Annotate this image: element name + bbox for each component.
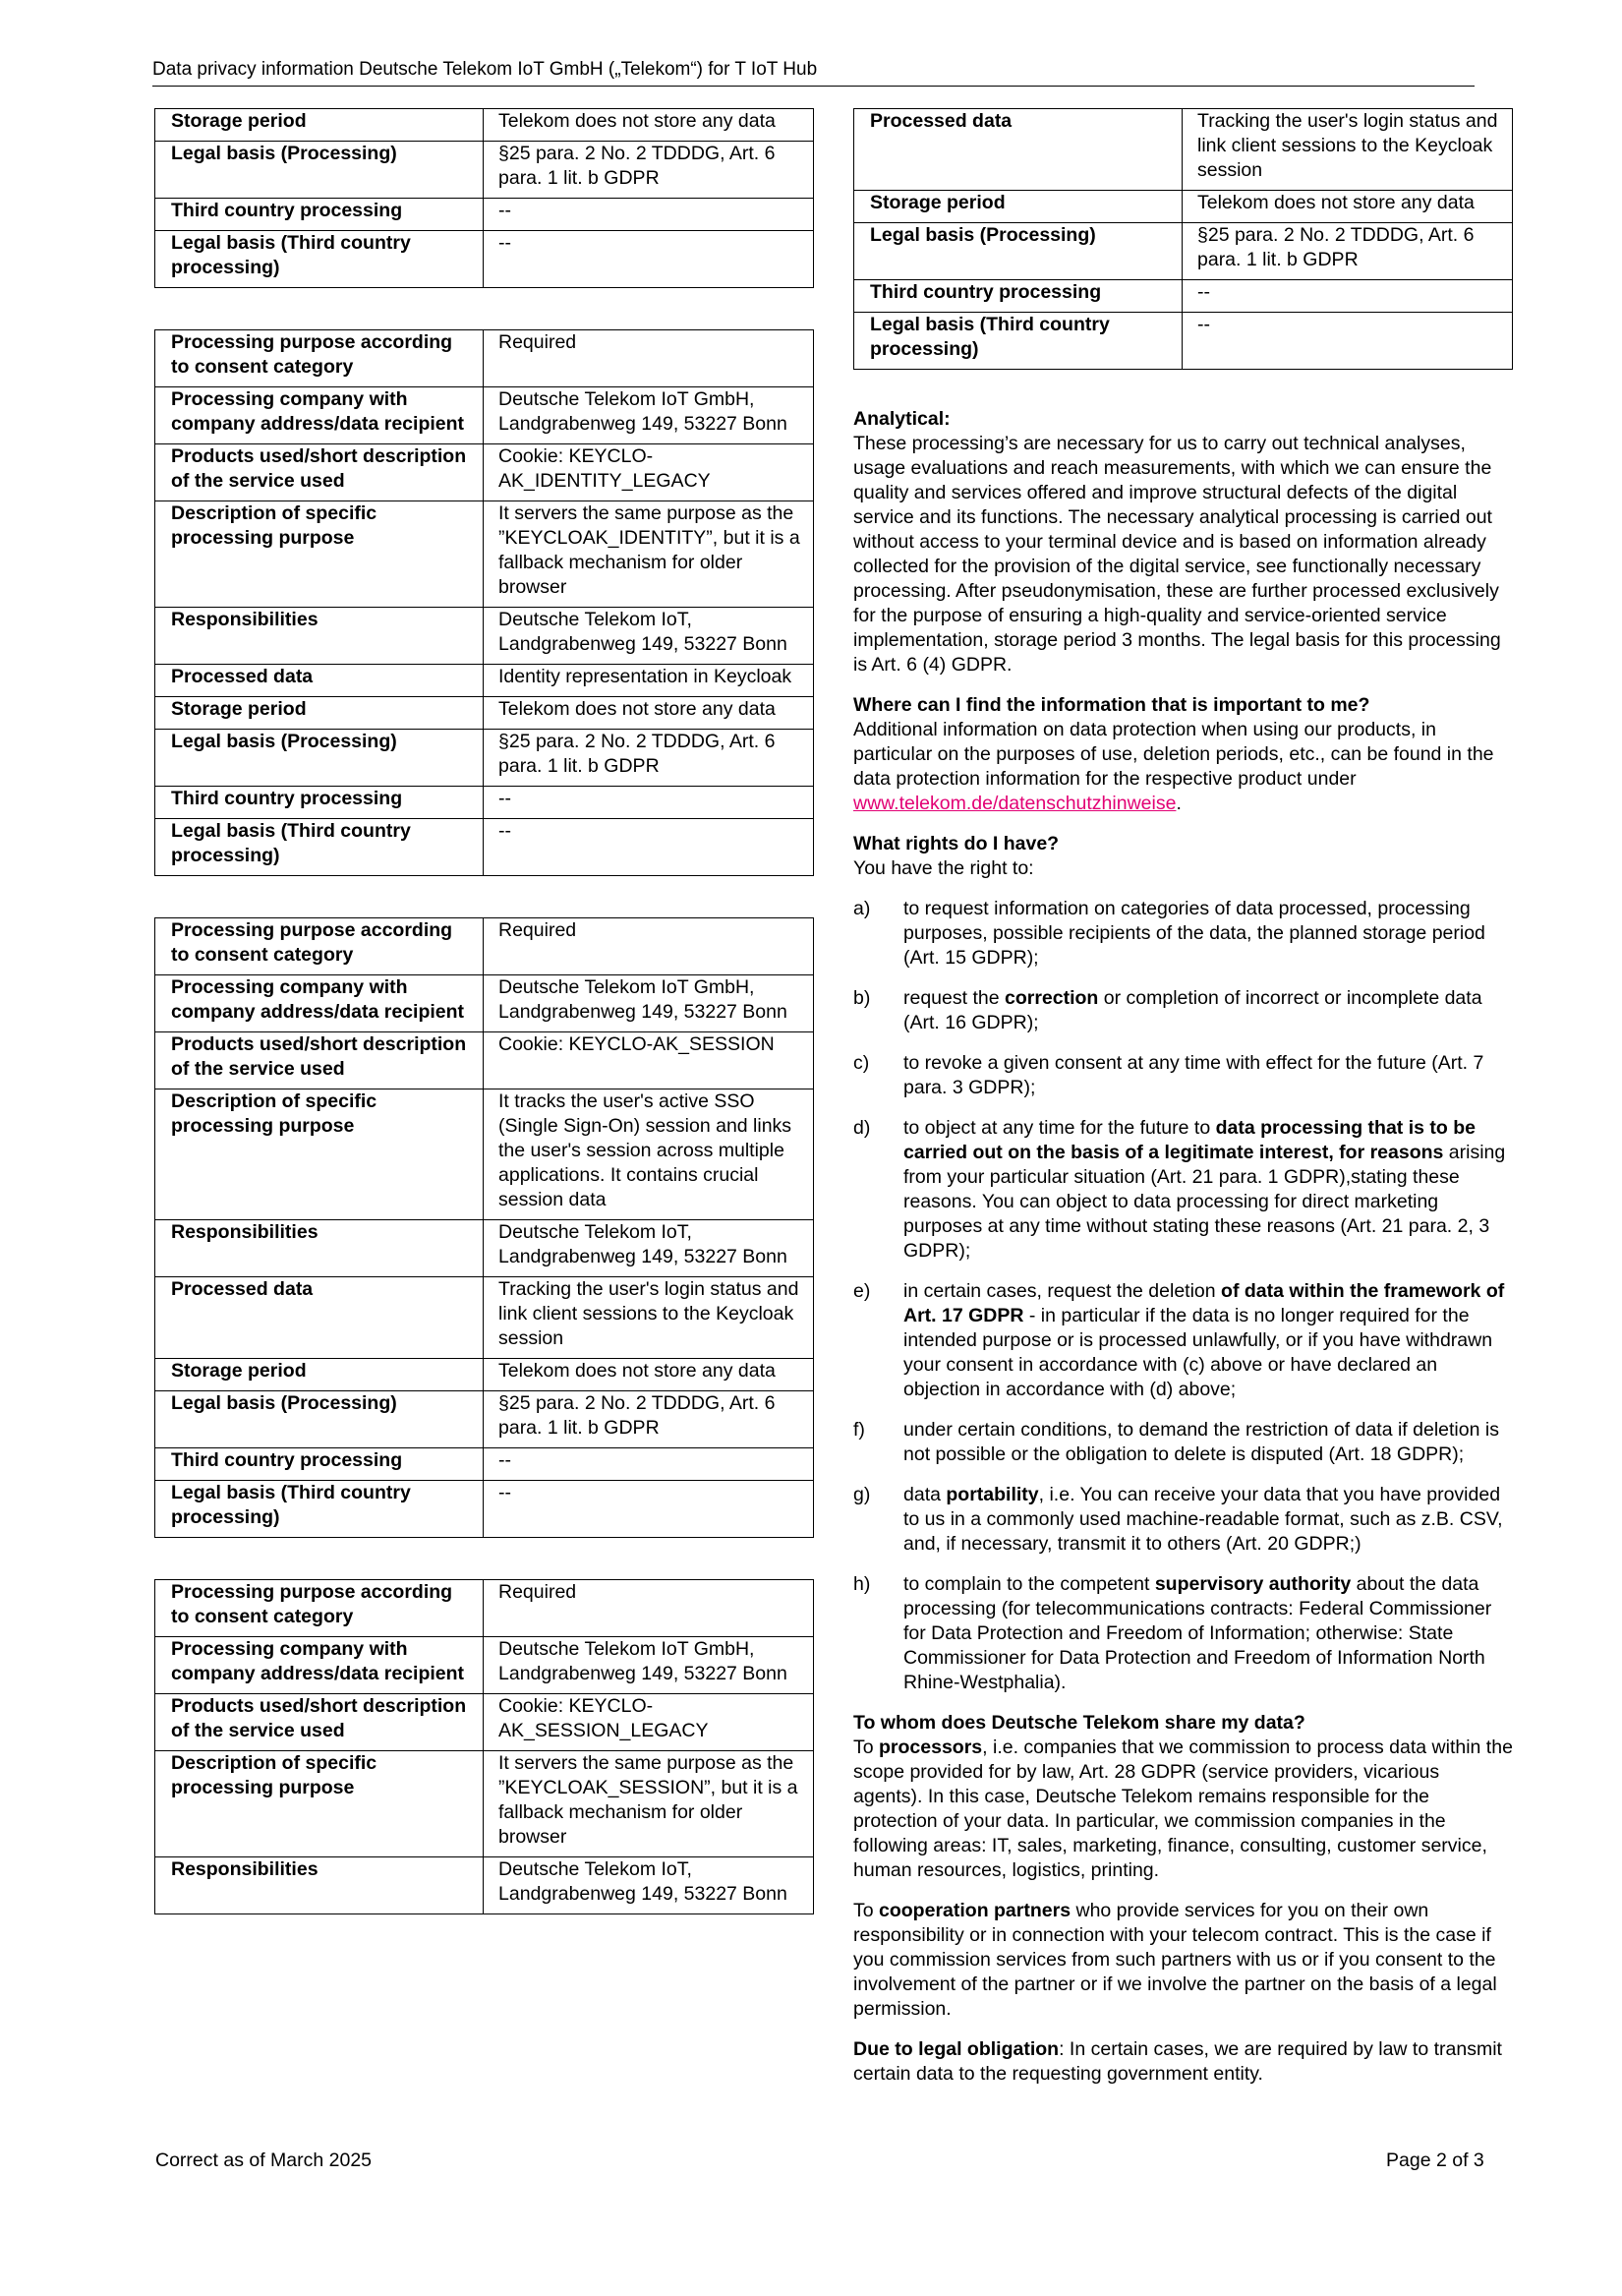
field-value: Telekom does not store any data xyxy=(484,109,814,142)
share-section xyxy=(853,1711,1513,2087)
table-row xyxy=(155,819,814,876)
table-row xyxy=(854,313,1513,370)
rights-item-letter: a) xyxy=(853,898,871,919)
text-run: data xyxy=(903,1484,947,1505)
table-row xyxy=(155,1277,814,1359)
field-label: Third country processing xyxy=(854,280,1183,313)
text-run: : In certain cases, we are required by law to transmit certain data to the requesting government entity. xyxy=(853,2038,1502,2085)
field-value: §25 para. 2 No. 2 TDDDG, Art. 6 para. 1 lit. b GDPR xyxy=(484,142,814,199)
table-row xyxy=(155,231,814,288)
bold-text: correction xyxy=(1004,987,1099,1009)
table-row xyxy=(155,387,814,444)
bold-text: cooperation partners xyxy=(879,1900,1072,1921)
bold-text: data processing that is to be carried out on the basis of a legitimate interest, for reasons xyxy=(903,1117,1476,1163)
text-run: to complain to the competent xyxy=(903,1573,1155,1595)
field-label: Processing company with company address/data recipient xyxy=(155,1637,484,1694)
field-label: Processing company with company address/data recipient xyxy=(155,975,484,1032)
table-row xyxy=(155,1032,814,1089)
field-value: Deutsche Telekom IoT, Landgrabenweg 149, 53227 Bonn xyxy=(484,1220,814,1277)
field-label: Storage period xyxy=(155,697,484,730)
right-column xyxy=(853,108,1513,2102)
table-row xyxy=(155,787,814,819)
field-value: §25 para. 2 No. 2 TDDDG, Art. 6 para. 1 lit. b GDPR xyxy=(1183,223,1513,280)
field-value: Telekom does not store any data xyxy=(484,1359,814,1391)
field-value: -- xyxy=(484,231,814,288)
find-info-body: Additional information on data protection when using our products, in particular on the purposes of use, deletion periods, etc., can be found in the data protection information for the respective product under xyxy=(853,719,1494,790)
page-number: Page 2 of 3 xyxy=(1386,2149,1484,2171)
text-run: - in particular if the data is no longer required for the intended purpose or is processed unlawfully, or if you have withdrawn your consent in accordance with (c) above or have declared an objection in accordance with (d) above; xyxy=(903,1305,1493,1400)
table-row xyxy=(155,1580,814,1637)
bold-text: Due to legal obligation xyxy=(853,2038,1060,2060)
table-row xyxy=(854,223,1513,280)
rights-title: What rights do I have? xyxy=(853,833,1060,854)
field-label: Storage period xyxy=(155,109,484,142)
text-run: arising from your particular situation (Art. 21 para. 1 GDPR),stating these reasons. You can object to data processing for direct marketing purposes at any time without stating these reasons (Art. 21 para. 2, 3 GDPR); xyxy=(903,1142,1506,1262)
table-row xyxy=(155,1481,814,1538)
field-label: Processing company with company address/data recipient xyxy=(155,387,484,444)
bold-text: portability xyxy=(946,1484,1039,1505)
rights-item-letter: h) xyxy=(853,1573,871,1595)
table-row xyxy=(854,191,1513,223)
field-label: Description of specific processing purpose xyxy=(155,1751,484,1857)
field-label: Processing purpose according to consent category xyxy=(155,1580,484,1637)
share-paragraph xyxy=(853,2037,1513,2087)
field-label: Responsibilities xyxy=(155,608,484,665)
field-value: -- xyxy=(484,819,814,876)
table-row xyxy=(155,1089,814,1220)
field-value: Deutsche Telekom IoT GmbH, Landgrabenweg 149, 53227 Bonn xyxy=(484,387,814,444)
table-row xyxy=(155,330,814,387)
field-value: Identity representation in Keycloak xyxy=(484,665,814,697)
field-label: Legal basis (Third country processing) xyxy=(155,819,484,876)
table-row xyxy=(155,501,814,608)
field-value: -- xyxy=(484,1481,814,1538)
field-label: Products used/short description of the service used xyxy=(155,444,484,501)
processing-table-1 xyxy=(154,108,814,288)
table-row xyxy=(155,1359,814,1391)
analytical-title: Analytical: xyxy=(853,408,951,430)
field-label: Description of specific processing purpose xyxy=(155,501,484,608)
left-column xyxy=(154,108,814,1956)
rights-item xyxy=(853,897,1513,971)
field-value: Deutsche Telekom IoT GmbH, Landgrabenweg 149, 53227 Bonn xyxy=(484,1637,814,1694)
left-tables xyxy=(154,108,814,1914)
table-row xyxy=(155,608,814,665)
field-value: Required xyxy=(484,1580,814,1637)
find-info-section xyxy=(853,693,1513,816)
table-row xyxy=(854,109,1513,191)
right-table-container xyxy=(853,108,1513,370)
rights-item-letter: e) xyxy=(853,1280,871,1302)
text-run: about the data processing (for telecommunications contracts: Federal Commissioner for Data Protection and Freedom of Information; otherwise: State Commissioner for Data Protection and Freedom of Information North Rhine-Westphalia). xyxy=(903,1573,1492,1693)
field-value: Cookie: KEYCLO-AK_SESSION_LEGACY xyxy=(484,1694,814,1751)
table-row xyxy=(854,280,1513,313)
field-value: Deutsche Telekom IoT GmbH, Landgrabenweg 149, 53227 Bonn xyxy=(484,975,814,1032)
text-run: to request information on categories of data processed, processing purposes, possible recipients of the data, the planned storage period (Art. 15 GDPR); xyxy=(903,898,1485,969)
rights-item xyxy=(853,986,1513,1035)
table-row xyxy=(155,1751,814,1857)
table-row xyxy=(155,730,814,787)
field-value: Telekom does not store any data xyxy=(484,697,814,730)
field-value: Tracking the user's login status and link client sessions to the Keycloak session xyxy=(1183,109,1513,191)
text-run: request the xyxy=(903,987,1005,1009)
field-value: Cookie: KEYCLO-AK_IDENTITY_LEGACY xyxy=(484,444,814,501)
share-paragraph xyxy=(853,1736,1513,1883)
field-label: Legal basis (Third country processing) xyxy=(155,1481,484,1538)
field-value: It servers the same purpose as the ”KEYCLOAK_SESSION”, but it is a fallback mechanism for older browser xyxy=(484,1751,814,1857)
field-value: Tracking the user's login status and link client sessions to the Keycloak session xyxy=(484,1277,814,1359)
rights-item-letter: d) xyxy=(853,1117,871,1139)
field-label: Processed data xyxy=(155,665,484,697)
table-row xyxy=(155,1694,814,1751)
page-header: Data privacy information Deutsche Telekom IoT GmbH („Telekom“) for T IoT Hub xyxy=(152,57,1475,87)
processing-table-4 xyxy=(154,1579,814,1914)
field-label: Processed data xyxy=(854,109,1183,191)
field-label: Legal basis (Third country processing) xyxy=(155,231,484,288)
analytical-text: These processing’s are necessary for us to carry out technical analyses, usage evaluations and reach measurements, with which we can ensure the quality and services offered and improve structural defects of the digital service and its functions. The necessary analytical processing is carried out without access to your terminal device and is based on information already collected for the provision of the digital service, see functionally necessary processing. After pseudonymisation, these are further processed exclusively for the purpose of ensuring a high-quality and service-oriented service implementation, storage period 3 months. The legal basis for this processing is Art. 6 (4) GDPR. xyxy=(853,433,1501,676)
table-row xyxy=(155,142,814,199)
field-value: Required xyxy=(484,918,814,975)
find-info-text xyxy=(853,718,1513,816)
field-label: Third country processing xyxy=(155,1448,484,1481)
table-row xyxy=(155,665,814,697)
find-info-period: . xyxy=(1176,793,1182,814)
bold-text: supervisory authority xyxy=(1154,1573,1352,1595)
find-info-title: Where can I find the information that is important to me? xyxy=(853,694,1370,716)
processing-table-2 xyxy=(154,329,814,876)
processing-table-continued xyxy=(853,108,1513,370)
field-label: Legal basis (Processing) xyxy=(854,223,1183,280)
field-label: Third country processing xyxy=(155,199,484,231)
table-row xyxy=(155,1220,814,1277)
field-label: Storage period xyxy=(155,1359,484,1391)
field-label: Processing purpose according to consent category xyxy=(155,918,484,975)
field-value: Deutsche Telekom IoT, Landgrabenweg 149, 53227 Bonn xyxy=(484,1857,814,1914)
text-run: To xyxy=(853,1900,880,1921)
rights-item xyxy=(853,1279,1513,1402)
field-value: §25 para. 2 No. 2 TDDDG, Art. 6 para. 1 lit. b GDPR xyxy=(484,730,814,787)
footer-date: Correct as of March 2025 xyxy=(155,2149,373,2171)
field-value: -- xyxy=(484,1448,814,1481)
field-value: Telekom does not store any data xyxy=(1183,191,1513,223)
field-value: Cookie: KEYCLO-AK_SESSION xyxy=(484,1032,814,1089)
text-run: , i.e. You can receive your data that you have provided to us in a commonly used machine-readable format, such as z.B. CSV, and, if necessary, transmit it to others (Art. 20 GDPR;) xyxy=(903,1484,1503,1555)
rights-item-letter: g) xyxy=(853,1484,871,1505)
share-paragraph xyxy=(853,1899,1513,2022)
table-row xyxy=(155,199,814,231)
analytical-section xyxy=(853,407,1513,677)
field-value: -- xyxy=(1183,313,1513,370)
table-row xyxy=(155,918,814,975)
processing-table-3 xyxy=(154,917,814,1538)
field-value: -- xyxy=(484,787,814,819)
rights-intro: You have the right to: xyxy=(853,857,1034,879)
rights-item xyxy=(853,1418,1513,1467)
privacy-link[interactable]: www.telekom.de/datenschutzhinweise xyxy=(853,793,1177,814)
table-row xyxy=(155,444,814,501)
field-label: Products used/short description of the service used xyxy=(155,1032,484,1089)
field-value: It tracks the user's active SSO (Single Sign-On) session and links the user's session across multiple applications. It contains crucial session data xyxy=(484,1089,814,1220)
share-title: To whom does Deutsche Telekom share my data? xyxy=(853,1712,1305,1734)
table-row xyxy=(155,1857,814,1914)
table-row xyxy=(155,1637,814,1694)
field-label: Legal basis (Processing) xyxy=(155,142,484,199)
share-paragraphs xyxy=(853,1736,1513,2087)
text-run: under certain conditions, to demand the restriction of data if deletion is not possible or the obligation to delete is disputed (Art. 18 GDPR); xyxy=(903,1419,1499,1465)
field-label: Processed data xyxy=(155,1277,484,1359)
field-label: Responsibilities xyxy=(155,1857,484,1914)
field-value: Deutsche Telekom IoT, Landgrabenweg 149, 53227 Bonn xyxy=(484,608,814,665)
rights-section xyxy=(853,832,1513,1695)
field-value: Required xyxy=(484,330,814,387)
table-row xyxy=(155,1448,814,1481)
rights-item xyxy=(853,1572,1513,1695)
table-row xyxy=(155,109,814,142)
text-run: who provide services for you on their own responsibility or in connection with your telecom contract. This is the case if you commission services from such partners with us or if you consent to the involvement of the partner or if we involve the partner on the basis of a legal permission. xyxy=(853,1900,1497,2020)
text-run: To xyxy=(853,1737,880,1758)
field-label: Legal basis (Processing) xyxy=(155,730,484,787)
text-run: in certain cases, request the deletion xyxy=(903,1280,1222,1302)
field-value: -- xyxy=(1183,280,1513,313)
table-row xyxy=(155,697,814,730)
field-value: -- xyxy=(484,199,814,231)
field-label: Third country processing xyxy=(155,787,484,819)
rights-item xyxy=(853,1483,1513,1557)
field-label: Processing purpose according to consent category xyxy=(155,330,484,387)
rights-item-letter: b) xyxy=(853,987,871,1009)
text-run: or completion of incorrect or incomplete data (Art. 16 GDPR); xyxy=(903,987,1482,1033)
bold-text: processors xyxy=(879,1737,983,1758)
rights-item-letter: f) xyxy=(853,1419,865,1441)
field-label: Legal basis (Processing) xyxy=(155,1391,484,1448)
table-row xyxy=(155,975,814,1032)
text-run: to revoke a given consent at any time with effect for the future (Art. 7 para. 3 GDPR); xyxy=(903,1052,1484,1098)
table-row xyxy=(155,1391,814,1448)
field-value: §25 para. 2 No. 2 TDDDG, Art. 6 para. 1 lit. b GDPR xyxy=(484,1391,814,1448)
field-value: It servers the same purpose as the ”KEYCLOAK_IDENTITY”, but it is a fallback mechanism for older browser xyxy=(484,501,814,608)
field-label: Products used/short description of the service used xyxy=(155,1694,484,1751)
rights-list xyxy=(853,897,1513,1695)
rights-item xyxy=(853,1051,1513,1100)
field-label: Legal basis (Third country processing) xyxy=(854,313,1183,370)
field-label: Description of specific processing purpose xyxy=(155,1089,484,1220)
field-label: Responsibilities xyxy=(155,1220,484,1277)
rights-item xyxy=(853,1116,1513,1264)
bold-text: of data within the framework of Art. 17 GDPR xyxy=(903,1280,1505,1326)
rights-item-letter: c) xyxy=(853,1052,870,1074)
field-label: Storage period xyxy=(854,191,1183,223)
text-run: to object at any time for the future to xyxy=(903,1117,1216,1139)
text-run: , i.e. companies that we commission to process data within the scope provided for by law, Art. 28 GDPR (service providers, vicarious agents). In this case, Deutsche Telekom remains responsible for the protection of your data. In particular, we commission companies in the following areas: IT, sales, marketing, finance, consulting, customer service, human resources, logistics, printing. xyxy=(853,1737,1513,1881)
